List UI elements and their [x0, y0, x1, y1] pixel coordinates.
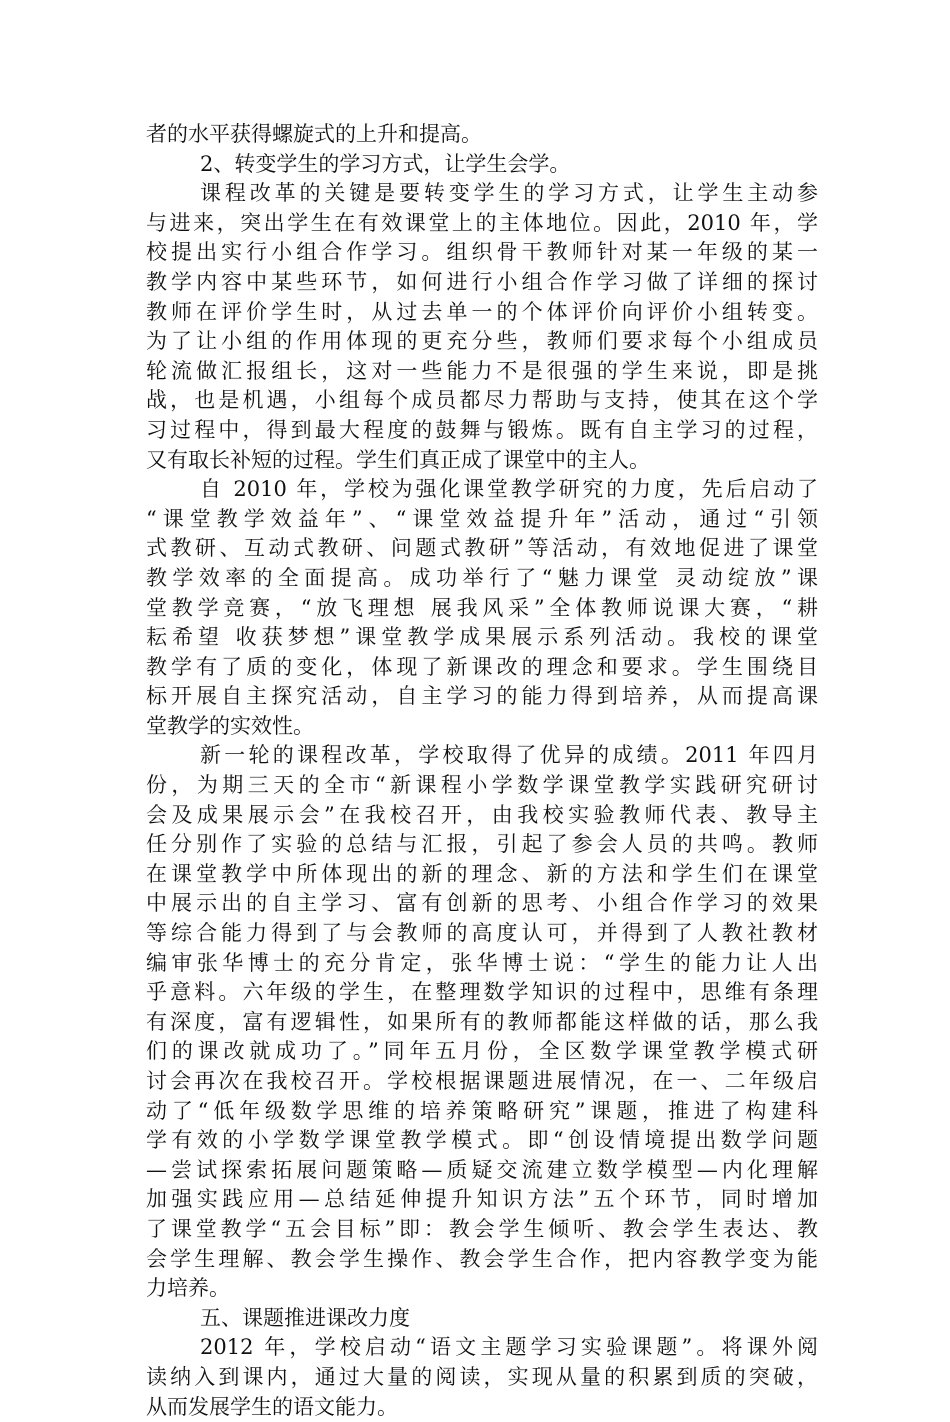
text-line: 在课堂教学中所体现出的新的理念、新的方法和学生们在课堂	[146, 861, 818, 886]
text-line: 编审张华博士的充分肯定，张华博士说：“学生的能力让人出	[146, 950, 818, 975]
text-line: 习过程中，得到最大程度的鼓舞与锻炼。既有自主学习的过程，	[146, 417, 818, 442]
text-line: 教学有了质的变化，体现了新课改的理念和要求。学生围绕目	[146, 654, 818, 679]
text-line: 任分别作了实验的总结与汇报，引起了参会人员的共鸣。教师	[146, 832, 818, 857]
text-line: 们的课改就成功了。”同年五月份，全区数学课堂教学模式研	[146, 1039, 818, 1064]
text-line: 讨会再次在我校召开。学校根据课题进展情况，在一、二年级启	[146, 1069, 818, 1093]
text-line: 耘希望 收获梦想”课堂教学成果展示系列活动。我校的课堂	[146, 625, 818, 650]
text-line: 份，为期三天的全市“新课程小学数学课堂教学实践研究研讨	[146, 773, 818, 798]
text-line: 战，也是机遇，小组每个成员都尽力帮助与支持，使其在这个学	[146, 388, 818, 413]
text-line: 新一轮的课程改革，学校取得了优异的成绩。2011 年四月	[200, 743, 818, 768]
text-line: —尝试探索拓展问题策略—质疑交流建立数学模型—内化理解	[146, 1157, 818, 1182]
text-line: 会学生理解、教会学生操作、教会学生合作，把内容教学变为能	[146, 1246, 818, 1271]
text-line: 校提出实行小组合作学习。组织骨干教师针对某一年级的某一	[146, 240, 818, 265]
text-line: 了课堂教学“五会目标”即：教会学生倾听、教会学生表达、教	[146, 1216, 818, 1241]
text-line: 标开展自主探究活动，自主学习的能力得到培养，从而提高课	[146, 684, 818, 709]
text-line: 等综合能力得到了与会教师的高度认可，并得到了人教社教材	[146, 921, 818, 946]
text-line: 教师在评价学生时，从过去单一的个体评价向评价小组转变。	[146, 299, 818, 324]
text-line: 2、转变学生的学习方式，让学生会学。	[200, 151, 571, 176]
text-line: 学有效的小学数学课堂教学模式。即“创设情境提出数学问题	[146, 1128, 818, 1153]
text-line: “课堂教学效益年”、“课堂效益提升年”活动，通过“引领	[146, 506, 818, 531]
text-line: 读纳入到课内，通过大量的阅读，实现从量的积累到质的突破，	[146, 1364, 818, 1389]
text-line: 加强实践应用—总结延伸提升知识方法”五个环节，同时增加	[146, 1187, 818, 1212]
text-line: 有深度，富有逻辑性，如果所有的教师都能这样做的话，那么我	[146, 1009, 818, 1034]
text-line: 堂教学的实效性。	[146, 713, 314, 738]
text-line: 课程改革的关键是要转变学生的学习方式，让学生主动参	[200, 181, 818, 206]
body-text	[146, 120, 818, 1422]
text-line: 为了让小组的作用体现的更充分些，教师们要求每个小组成员	[146, 329, 818, 354]
text-line: 自 2010 年，学校为强化课堂教学研究的力度，先后启动了	[200, 477, 818, 502]
text-line: 教学效率的全面提高。成功举行了“魅力课堂 灵动绽放”课	[146, 565, 818, 590]
text-line: 中展示出的自主学习、富有创新的思考、小组合作学习的效果	[146, 891, 818, 916]
text-line: 动了“低年级数学思维的培养策略研究”课题，推进了构建科	[146, 1098, 818, 1123]
text-line: 乎意料。六年级的学生，在整理数学知识的过程中，思维有条理	[146, 980, 818, 1005]
text-line: 五、课题推进课改力度	[200, 1305, 410, 1330]
text-line: 式教研、互动式教研、问题式教研”等活动，有效地促进了课堂	[146, 536, 818, 561]
text-line: 轮流做汇报组长，这对一些能力不是很强的学生来说，即是挑	[146, 358, 818, 383]
text-line: 与进来，突出学生在有效课堂上的主体地位。因此，2010 年，学	[146, 210, 818, 235]
text-line: 教学内容中某些环节，如何进行小组合作学习做了详细的探讨	[146, 269, 818, 294]
text-line: 会及成果展示会”在我校召开，由我校实验教师代表、教导主	[146, 802, 818, 827]
text-line: 者的水平获得螺旋式的上升和提高。	[146, 122, 482, 146]
text-line: 力培养。	[146, 1276, 230, 1301]
text-line: 2012 年，学校启动“语文主题学习实验课题”。将课外阅	[200, 1335, 818, 1360]
text-line: 堂教学竞赛，“放飞理想 展我风采”全体教师说课大赛，“耕	[146, 595, 818, 620]
text-line: 从而发展学生的语文能力。	[146, 1394, 398, 1419]
text-line: 又有取长补短的过程。学生们真正成了课堂中的主人。	[146, 447, 650, 472]
